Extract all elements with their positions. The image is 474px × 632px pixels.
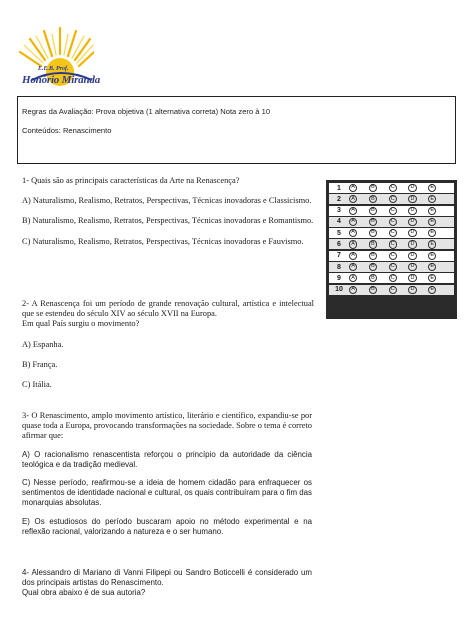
bubble-c[interactable]: C	[389, 274, 397, 282]
answer-row-number: 5	[337, 229, 341, 237]
answer-row-number: 9	[337, 274, 341, 282]
bubble-b[interactable]: B	[369, 263, 377, 271]
logo-school-prefix: E.E.B. Prof.	[38, 66, 69, 72]
logo-school-name: Honório Miranda	[22, 74, 100, 86]
bubble-c[interactable]: C	[389, 218, 397, 226]
answer-row	[329, 206, 454, 216]
answer-row-number: 10	[335, 286, 343, 294]
exam-rules: Regras da Avaliação: Prova objetiva (1 alternativa correta) Nota zero à 10	[22, 107, 271, 116]
bubble-d[interactable]: D	[408, 184, 416, 192]
bubble-d[interactable]: D	[408, 274, 416, 282]
bubble-e[interactable]: E	[428, 207, 436, 215]
answer-row	[329, 262, 454, 272]
option-b: B) França.	[22, 359, 58, 369]
question-prompt: Qual obra abaixo é de sua autoria?	[22, 588, 146, 598]
bubble-b[interactable]: B	[369, 274, 377, 282]
answer-row-number: 6	[337, 240, 341, 248]
answer-row	[329, 239, 454, 249]
bubble-d[interactable]: D	[408, 240, 416, 248]
question-4	[22, 568, 312, 599]
question-2	[22, 299, 314, 390]
bubble-d[interactable]: D	[408, 263, 416, 271]
answer-row-number: 8	[337, 263, 341, 271]
option-a: A) Naturalismo, Realismo, Retratos, Perspectivas, Técnicas inovadoras e Classicismo.	[22, 196, 312, 206]
bubble-e[interactable]: E	[428, 229, 436, 237]
answer-row	[329, 183, 454, 193]
bubble-b[interactable]: B	[369, 286, 377, 294]
question-text: 3- O Renascimento, amplo movimento artístico, literário e científico, expandiu-se por quase toda a Europa, provocando transformações na sociedade. Sobre o tema é correto afirmar que:	[22, 411, 312, 441]
bubble-a[interactable]: A	[349, 286, 357, 294]
bubble-d[interactable]: D	[408, 229, 416, 237]
bubble-a[interactable]: A	[349, 218, 357, 226]
bubble-e[interactable]: E	[428, 240, 436, 248]
answer-sheet	[326, 180, 457, 319]
bubble-b[interactable]: B	[369, 218, 377, 226]
answer-row	[329, 217, 454, 227]
answer-row	[329, 194, 454, 204]
question-3	[22, 411, 312, 537]
bubble-c[interactable]: C	[389, 286, 397, 294]
question-text: 1- Quais são as principais características da Arte na Renascença?	[22, 176, 240, 185]
answer-row-number: 1	[337, 184, 341, 192]
bubble-c[interactable]: C	[389, 229, 397, 237]
bubble-a[interactable]: A	[349, 184, 357, 192]
bubble-d[interactable]: D	[408, 286, 416, 294]
exam-header-box	[17, 96, 456, 164]
bubble-e[interactable]: E	[428, 252, 436, 260]
bubble-c[interactable]: C	[389, 252, 397, 260]
bubble-a[interactable]: A	[349, 229, 357, 237]
bubble-b[interactable]: B	[369, 252, 377, 260]
answer-row-number: 2	[337, 195, 341, 203]
bubble-c[interactable]: C	[389, 184, 397, 192]
bubble-d[interactable]: D	[408, 195, 416, 203]
bubble-a[interactable]: A	[349, 263, 357, 271]
answer-row-number: 7	[337, 252, 341, 260]
answer-row	[329, 251, 454, 261]
bubble-e[interactable]: E	[428, 195, 436, 203]
bubble-e[interactable]: E	[428, 274, 436, 282]
bubble-d[interactable]: D	[408, 252, 416, 260]
bubble-c[interactable]: C	[389, 207, 397, 215]
bubble-c[interactable]: C	[389, 263, 397, 271]
bubble-b[interactable]: B	[369, 240, 377, 248]
bubble-a[interactable]: A	[349, 274, 357, 282]
option-e: E) Os estudiosos do período buscaram apoio no método experimental e na reflexão racional, valorizando a natureza e o ser humano.	[22, 516, 312, 536]
answer-row	[329, 285, 454, 295]
bubble-c[interactable]: C	[389, 195, 397, 203]
question-prompt: Em qual País surgiu o movimento?	[22, 319, 140, 329]
bubble-e[interactable]: E	[428, 263, 436, 271]
bubble-b[interactable]: B	[369, 195, 377, 203]
bubble-d[interactable]: D	[408, 207, 416, 215]
bubble-b[interactable]: B	[369, 207, 377, 215]
bubble-a[interactable]: A	[349, 195, 357, 203]
exam-content: Conteúdos: Renascimento	[22, 126, 112, 135]
answer-row-number: 3	[337, 207, 341, 215]
question-text: 2- A Renascença foi um período de grande renovação cultural, artística e intelectual que se estendeu do século XIV ao século XVII na Europa.	[22, 299, 314, 319]
option-c: C) Naturalismo, Realismo, Retratos, Perspectivas, Técnicas inovadoras e Fauvismo.	[22, 236, 304, 246]
option-c: C) Itália.	[22, 380, 52, 390]
bubble-e[interactable]: E	[428, 218, 436, 226]
option-b: B) Naturalismo, Realismo, Retratos, Perspectivas, Técnicas inovadoras e Romantismo.	[22, 216, 314, 226]
bubble-d[interactable]: D	[408, 218, 416, 226]
answer-row	[329, 273, 454, 283]
bubble-c[interactable]: C	[389, 240, 397, 248]
bubble-e[interactable]: E	[428, 184, 436, 192]
option-a: A) O racionalismo renascentista reforçou o princípio da autoridade da ciência teológica e da tradição medieval.	[22, 449, 312, 469]
bubble-a[interactable]: A	[349, 240, 357, 248]
answer-row	[329, 228, 454, 238]
bubble-e[interactable]: E	[428, 286, 436, 294]
bubble-b[interactable]: B	[369, 229, 377, 237]
answer-row-number: 4	[337, 218, 341, 226]
question-1	[22, 176, 314, 247]
bubble-b[interactable]: B	[369, 184, 377, 192]
question-text: 4- Alessandro di Mariano di Vanni Filipepi ou Sandro Boticcelli é considerado um dos principais artistas do Renascimento.	[22, 568, 312, 588]
option-a: A) Espanha.	[22, 339, 64, 349]
bubble-a[interactable]: A	[349, 207, 357, 215]
option-c: C) Nesse período, reafirmou-se a ideia de homem cidadão para enfraquecer os sentimentos de identidade nacional e cultural, os quais contribuíram para o fim das monarquias absolutas.	[22, 478, 312, 508]
bubble-a[interactable]: A	[349, 252, 357, 260]
